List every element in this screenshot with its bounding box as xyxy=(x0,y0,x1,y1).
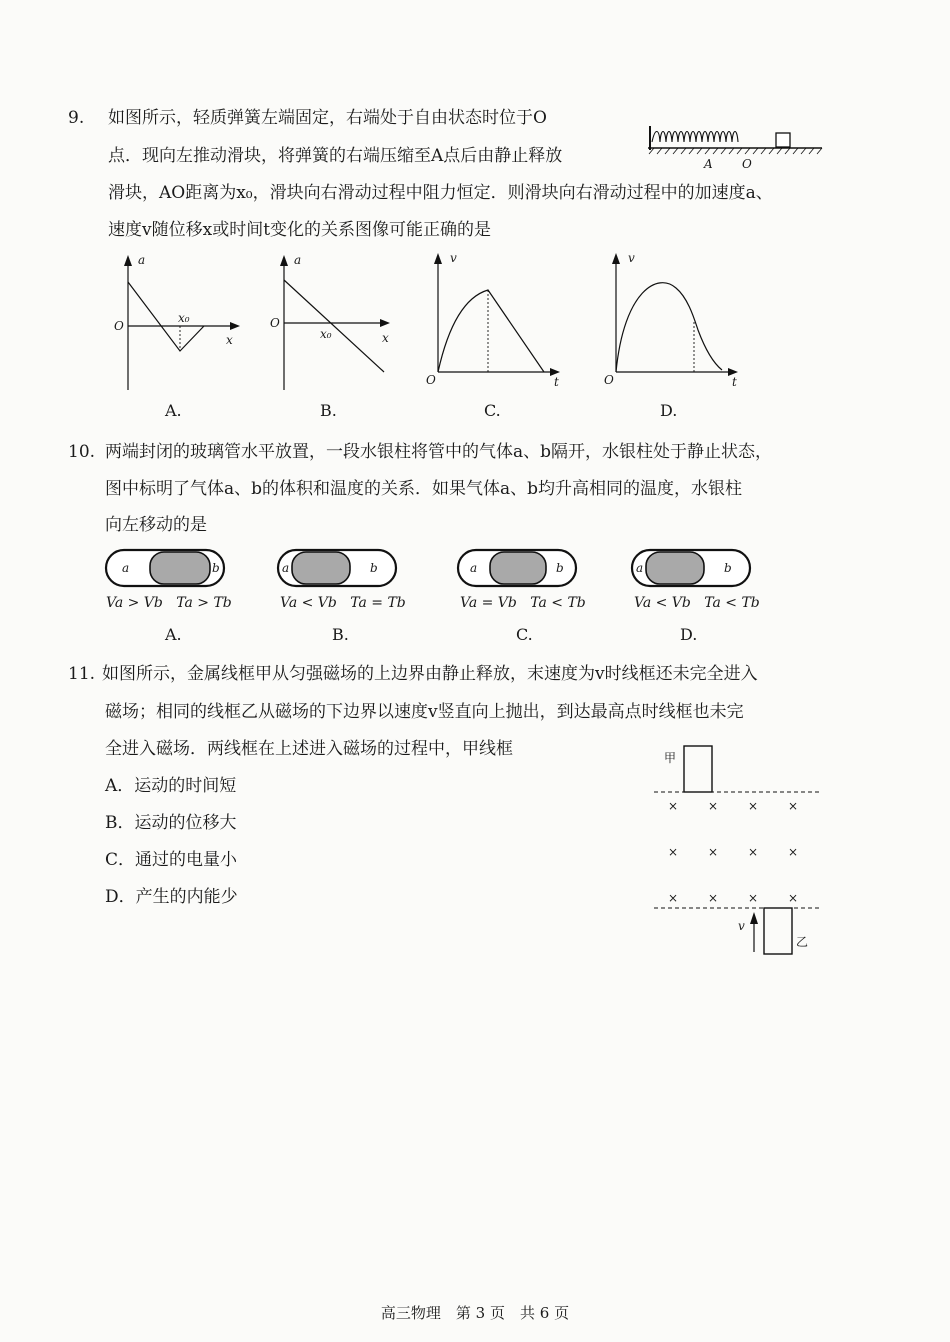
tube-a xyxy=(104,546,228,590)
cross: × xyxy=(668,845,679,859)
graph-b-xlabel: x xyxy=(382,331,389,345)
spring-label-a: A xyxy=(704,157,713,171)
cross: × xyxy=(708,845,719,859)
tube-c xyxy=(456,546,580,590)
q11-line-1: 如图所示，金属线框甲从匀强磁场的上边界由静止释放，末速度为v时线框还未完全进入 xyxy=(102,664,758,684)
graph-a-caption: A. xyxy=(165,401,182,420)
graph-b-ylabel: a xyxy=(294,253,302,267)
tube-d xyxy=(630,546,754,590)
q11-line-2: 磁场；相同的线框乙从磁场的下边界以速度v竖直向上抛出，到达最高点时线框也未完 xyxy=(105,702,744,722)
q11-line-3: 全进入磁场．两线框在上述进入磁场的过程中，甲线框 xyxy=(105,739,513,759)
graph-d-caption: D. xyxy=(660,401,678,420)
q9-line-2: 点．现向左推动滑块，将弹簧的右端压缩至A点后由静止释放 xyxy=(108,146,563,166)
cross: × xyxy=(668,799,679,813)
graph-d xyxy=(598,250,748,390)
graph-c-xlabel: t xyxy=(554,375,559,389)
graph-a-ylabel: a xyxy=(138,253,146,267)
frame-jia xyxy=(684,746,712,792)
cross: × xyxy=(708,799,719,813)
graph-d-ylabel: v xyxy=(628,251,635,265)
tube-b-gas-a: a xyxy=(282,561,290,575)
page-footer: 高三物理 第 3 页 共 6 页 xyxy=(380,1304,570,1322)
q11-option-a: A．运动的时间短 xyxy=(105,776,237,796)
spring-figure xyxy=(646,124,826,174)
tube-c-gas-b: b xyxy=(556,561,564,575)
cross: × xyxy=(788,845,799,859)
cross: × xyxy=(748,845,759,859)
frame-yi xyxy=(764,908,792,954)
q11-number: 11. xyxy=(68,664,96,684)
magnetic-field-figure xyxy=(650,740,830,960)
q11-option-d: D．产生的内能少 xyxy=(105,887,238,907)
tube-b-relation: Va < Vb Ta = Tb xyxy=(280,595,406,611)
slider-block xyxy=(776,133,790,147)
q10-number: 10. xyxy=(68,442,96,462)
tube-a-relation: Va > Vb Ta > Tb xyxy=(106,595,232,611)
q10-line-1: 两端封闭的玻璃管水平放置，一段水银柱将管中的气体a、b隔开，水银柱处于静止状态， xyxy=(105,442,773,462)
graph-c-ylabel: v xyxy=(450,251,457,265)
frame-yi-label: 乙 xyxy=(796,935,809,949)
q10-line-3: 向左移动的是 xyxy=(105,515,207,535)
q9-line-3: 滑块，AO距离为x₀，滑块向右滑动过程中阻力恒定．则滑块向右滑动过程中的加速度a、 xyxy=(108,183,773,203)
q10-line-2: 图中标明了气体a、b的体积和温度的关系．如果气体a、b均升高相同的温度，水银柱 xyxy=(105,479,743,499)
tube-c-caption: C. xyxy=(516,625,533,644)
tube-c-gas-a: a xyxy=(470,561,478,575)
graph-d-origin: O xyxy=(604,373,614,387)
tube-a-gas-a: a xyxy=(122,561,130,575)
tube-a-gas-b: b xyxy=(212,561,220,575)
q9-line-1: 如图所示，轻质弹簧左端固定，右端处于自由状态时位于O xyxy=(108,108,547,128)
velocity-arrow xyxy=(750,912,758,924)
graph-b-mark: x₀ xyxy=(320,327,332,341)
q11-option-c: C．通过的电量小 xyxy=(105,850,238,870)
cross: × xyxy=(668,891,679,905)
tube-d-caption: D. xyxy=(680,625,698,644)
graph-c-origin: O xyxy=(426,373,436,387)
tube-a-caption: A. xyxy=(165,625,182,644)
graph-a xyxy=(108,250,248,400)
graph-c-caption: C. xyxy=(484,401,501,420)
graph-a-xlabel: x xyxy=(226,333,233,347)
q9-number: 9. xyxy=(68,108,85,128)
tube-d-relation: Va < Vb Ta < Tb xyxy=(634,595,760,611)
tube-b-caption: B. xyxy=(332,625,349,644)
graph-c xyxy=(420,250,570,390)
graph-b xyxy=(264,250,404,400)
graph-b-origin: O xyxy=(270,316,280,330)
q11-option-b: B．运动的位移大 xyxy=(105,813,237,833)
cross: × xyxy=(748,891,759,905)
graph-b-caption: B. xyxy=(320,401,337,420)
graph-a-origin: O xyxy=(114,319,124,333)
velocity-label: v xyxy=(738,919,745,933)
cross: × xyxy=(788,891,799,905)
spring-label-o: O xyxy=(742,157,752,171)
tube-b xyxy=(276,546,400,590)
q9-line-4: 速度v随位移x或时间t变化的关系图像可能正确的是 xyxy=(108,220,492,240)
graph-a-mark: x₀ xyxy=(178,311,190,325)
frame-jia-label: 甲 xyxy=(664,751,677,765)
cross: × xyxy=(748,799,759,813)
cross: × xyxy=(708,891,719,905)
graph-d-xlabel: t xyxy=(732,375,737,389)
tube-d-gas-a: a xyxy=(636,561,644,575)
tube-d-gas-b: b xyxy=(724,561,732,575)
tube-c-relation: Va = Vb Ta < Tb xyxy=(460,595,586,611)
cross: × xyxy=(788,799,799,813)
tube-b-gas-b: b xyxy=(370,561,378,575)
